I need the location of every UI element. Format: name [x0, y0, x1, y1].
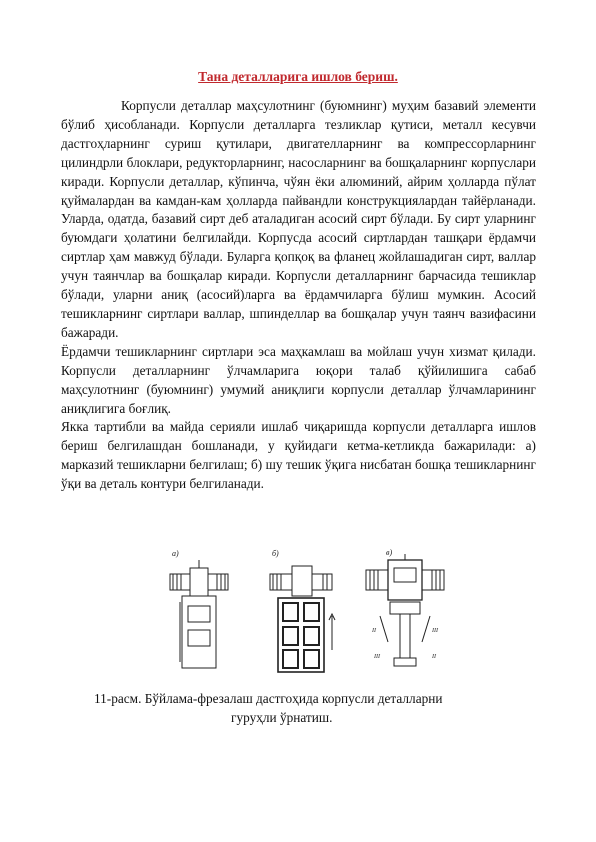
diagram-v [366, 554, 444, 666]
paragraph: Ёрдамчи тешикларнинг сиртлари эса маҳкамлаш ва мойлаш учун хизмат қилади. Корпусли деталларнинг ўлчамларига юқори талаб қўйилишига сабаб маҳсулотнинг (буюмнинг) умумий аниқлиги корпусли деталлар ўлчамларининг аниқлигига боғлиқ. [61, 343, 536, 416]
figure-label-a: а) [172, 549, 179, 558]
paragraph: Корпусли деталлар маҳсулотнинг (буюмнинг) муҳим базавий элементи бўлиб ҳисобланади. Корпусли деталларга тезликлар қутиси, металл кесувчи дастгоҳларнинг суриш қутилари, двигателларнинг ва компрессорларнинг цилиндрли блоклари, редукторларнинг, насосларнинг ва бошқаларнинг корпуслари киради. Корпусли деталлар, кўпинча, чўян ёки алюминий, айрим ҳолларда пўлат қуймалардан ва камдан-кам ҳолларда пайвандли конструкциялардан тайёрланади. Уларда, одатда, базавий сирт деб аталадиган асосий сирт бўлади. Бу сирт уларнинг буюмдаги ҳолатини белгилайди. Корпусда асосий сиртлардан ташқари ёрдамчи сиртлар ҳам мавжуд бўлади. Буларга қопқоқ ва фланец жойлашадиган сирт, валлар учун таянчлар ва бошқалар киради. Корпусли деталларнинг барчасида тешиклар бўлади, уларни аниқ (асосий)ларга ва ёрдамчиларга бўлиш мумкин. Асосий тешикларнинг сиртлари валлар, шпинделлар ва бошқалар учун таянч вазифасини бажаради. [61, 98, 536, 340]
body-text [61, 97, 536, 494]
figure-small-label: III [432, 628, 438, 634]
figure-11 [160, 546, 460, 676]
figure-small-label: II [372, 628, 376, 634]
figure-label-v: в) [386, 548, 393, 557]
diagram-b [270, 566, 335, 672]
figure-small-label: II [432, 654, 436, 660]
figure-label-b: б) [272, 549, 279, 558]
caption-line: гуруҳли ўрнатиш. [231, 710, 333, 725]
paragraph: Якка тартибли ва майда серияли ишлаб чиқаришда корпусли деталларга ишлов бериш белгилашдан бошланади, у қуйидаги кетма-кетликда бажарилади: а) марказий тешикларни белгилаш; б) шу тешик ўқига нисбатан бошқа тешикларнинг ўқи ва деталь контури белгиланади. [61, 419, 536, 492]
milling-fixture-drawing [160, 546, 460, 676]
diagram-a [170, 560, 228, 668]
caption-line: 11-расм. Бўйлама-фрезалаш дастгоҳида корпусли деталларни [94, 691, 443, 706]
page-title: Тана деталларига ишлов бериш. [198, 69, 398, 84]
figure-small-label: III [374, 654, 380, 660]
